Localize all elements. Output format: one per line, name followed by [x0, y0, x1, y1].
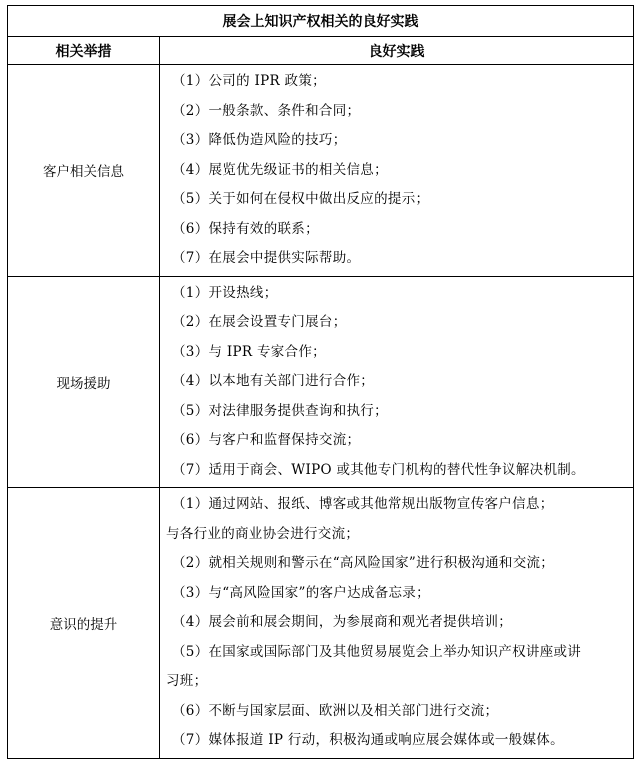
list-item: （5）在国家或国际部门及其他贸易展览会上举办知识产权讲座或讲 [172, 643, 582, 660]
list-item: （7）媒体报道 IP 行动，积极沟通或响应展会媒体或一般媒体。 [172, 732, 564, 748]
list-item: （5）对法律服务提供查询和执行； [172, 402, 388, 419]
row-category: 客户相关信息 [8, 65, 160, 277]
row-items [160, 65, 634, 277]
header-practices: 良好实践 [160, 37, 634, 65]
list-item: （6）与客户和监督保持交流； [172, 432, 361, 448]
list-item: （4）以本地有关部门进行合作； [172, 373, 375, 389]
list-item: 与各行业的商业协会进行交流； [166, 525, 360, 542]
list-item: （1）开设热线； [172, 284, 278, 301]
row-category: 意识的提升 [8, 488, 160, 759]
list-item: （2）就相关规则和警示在“高风险国家”进行积极沟通和交流； [172, 555, 555, 571]
list-item: （6）保持有效的联系； [172, 220, 319, 237]
list-item: （2）在展会设置专门展台； [172, 314, 347, 330]
list-item: （1）公司的 IPR 政策； [172, 73, 326, 89]
table-title: 展会上知识产权相关的良好实践 [8, 6, 634, 37]
table-row [8, 276, 634, 488]
row-items [160, 488, 634, 759]
list-item: （4）展会前和展会期间，为参展商和观光者提供培训； [172, 614, 513, 630]
table-row [8, 65, 634, 277]
list-item: （2）一般条款、条件和合同； [172, 102, 361, 119]
table-row [8, 488, 634, 759]
list-item: （3）降低伪造风险的技巧； [172, 132, 347, 148]
list-item: （3）与“高风险国家”的客户达成备忘录； [172, 584, 430, 601]
row-category: 现场援助 [8, 276, 160, 488]
list-item: （3）与 IPR 专家合作； [172, 343, 326, 360]
list-item: （4）展览优先级证书的相关信息； [172, 161, 388, 178]
list-item: 习班； [166, 673, 208, 689]
row-items [160, 276, 634, 488]
list-item: （6）不断与国家层面、欧洲以及相关部门进行交流； [172, 702, 499, 719]
list-item: （7）适用于商会、WIPO 或其他专门机构的替代性争议解决机制。 [172, 461, 585, 478]
ip-practices-table [7, 5, 634, 759]
list-item: （5）关于如何在侵权中做出反应的提示； [172, 191, 430, 207]
header-measures: 相关举措 [8, 37, 160, 65]
list-item: （7）在展会中提供实际帮助。 [172, 250, 361, 266]
list-item: （1）通过网站、报纸、博客或其他常规出版物宣传客户信息； [172, 496, 554, 512]
